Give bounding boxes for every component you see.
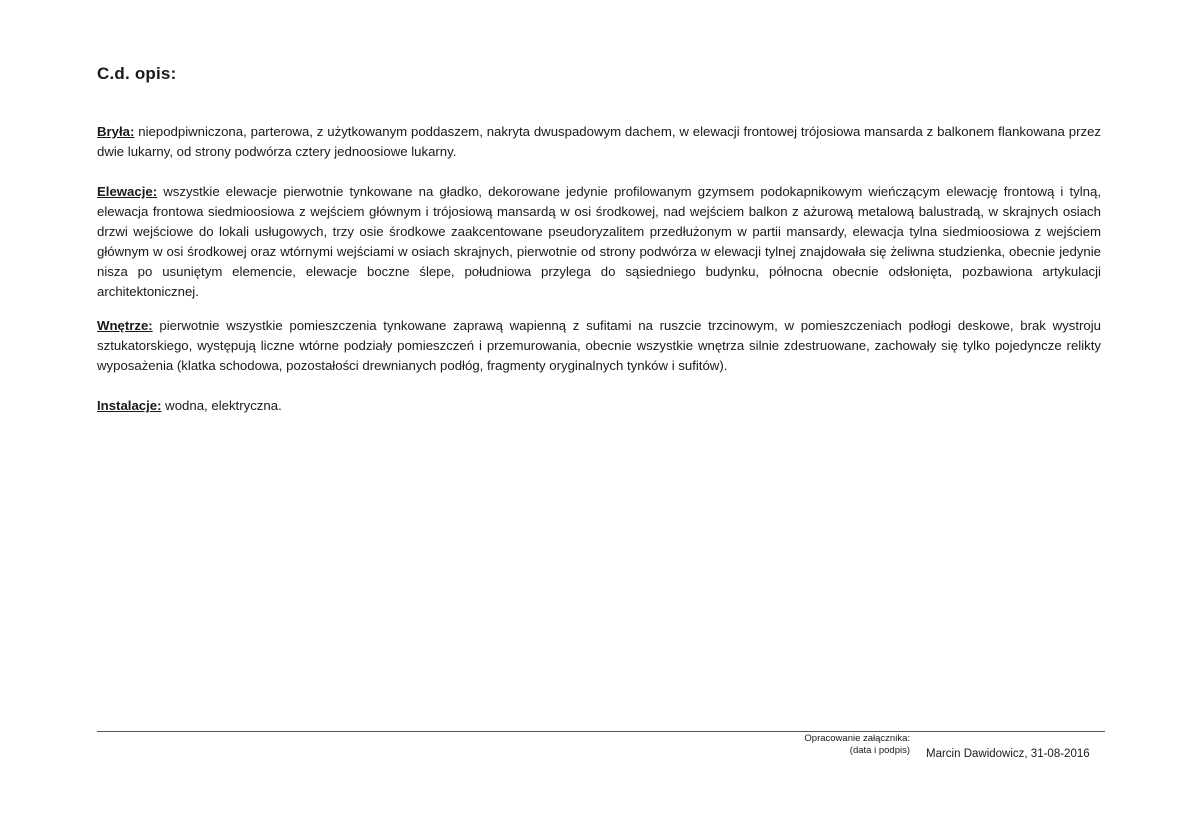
footer-caption-line: (data i podpis) [849,745,910,756]
footer-caption [760,733,910,757]
section-bryla [97,122,1101,162]
footer-divider [97,731,1105,732]
section-text: niepodpiwniczona, parterowa, z użytkowanym poddaszem, nakryta dwuspadowym dachem, w elewacji frontowej trójosiowa mansarda z balkonem flankowana przez dwie lukarny, od strony podwórza cztery jednoosiowe lukarny. [97,124,1101,159]
footer-caption-line: Opracowanie załącznika: [804,733,910,744]
section-elewacje [97,182,1101,302]
section-text: wodna, elektryczna. [161,398,282,413]
page-title: C.d. opis: [97,64,177,83]
section-label: Elewacje: [97,184,158,199]
section-text: wszystkie elewacje pierwotnie tynkowane na gładko, dekorowane jedynie profilowanym gzymsem podokapnikowym wieńczącym elewację frontową i tylną, elewacja frontowa siedmioosiowa z wejściem głównym i trójosiową mansardą w osi środkowej, nad wejściem balkon z ażurową metalową balustradą, w skrajnych osiach drzwi wejściowe do lokali usługowych, trzy osie środkowe zaakcentowane pseudoryzalitem przedłużonym w partii mansardy, elewacja tylna siedmioosiowa z wejściem głównym w osi środkowej oraz wtórnymi wejściami w osiach skrajnych, pierwotnie od strony podwórza w elewacji tylnej znajdowała się żeliwna studzienka, obecnie jedynie nisza po usuniętym elemencie, elewacje boczne ślepe, południowa przylega do sąsiedniego budynku, północna obecnie odsłonięta, pozbawiona artykulacji architektonicznej. [97,184,1101,299]
section-label: Instalacje: [97,398,162,413]
footer-signature: Marcin Dawidowicz, 31-08-2016 [926,748,1090,760]
section-text: pierwotnie wszystkie pomieszczenia tynkowane zaprawą wapienną z sufitami na ruszcie trzcinowym, w pomieszczeniach podłogi deskowe, brak wystroju sztukatorskiego, występują liczne wtórne podziały pomieszczeń i przemurowania, obecnie wszystkie wnętrza silnie zdestruowane, zachowały się tylko pojedyncze relikty wyposażenia (klatka schodowa, pozostałości drewnianych podłóg, fragmenty oryginalnych tynków i sufitów). [97,318,1101,373]
section-instalacje [97,396,1101,416]
section-wnetrze [97,316,1101,376]
section-label: Wnętrze: [97,318,153,333]
section-label: Bryła: [97,124,135,139]
